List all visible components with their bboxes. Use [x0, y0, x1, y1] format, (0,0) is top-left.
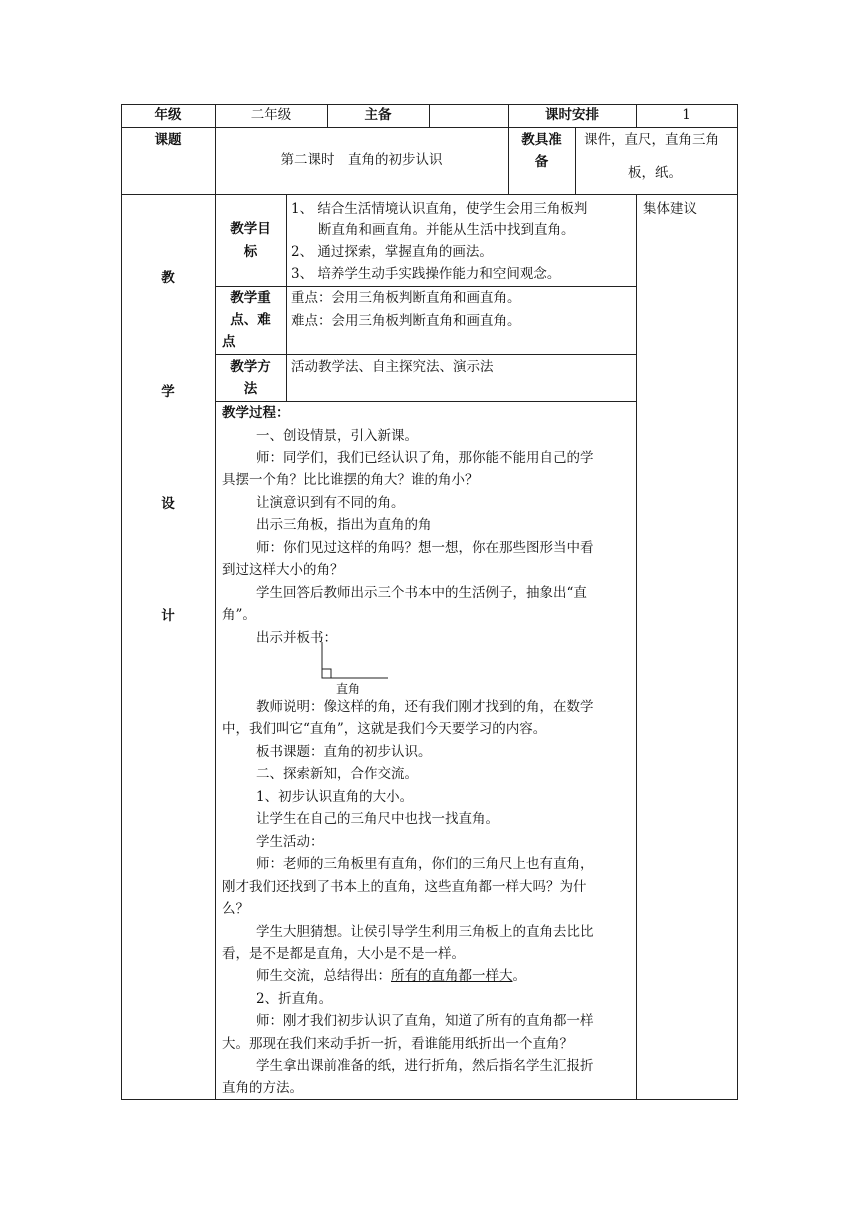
schedule-value: 1: [682, 107, 691, 123]
process-line: 让演意识到有不同的角。: [256, 495, 405, 511]
process-line: 师：你们见过这样的角吗？想一想，你在那些图形当中看: [256, 540, 594, 556]
table-rule: [286, 194, 287, 401]
side-label-char: 计: [161, 608, 175, 624]
process-line: 2、折直角。: [256, 991, 333, 1007]
collective-suggestion-label: 集体建议: [643, 201, 697, 217]
process-line: 到过这样大小的角？: [222, 562, 344, 578]
process-line: 教师说明：像这样的角，还有我们刚才找到的角，在数学: [256, 699, 594, 715]
conclusion-underlined: 所有的直角都一样大: [391, 968, 513, 984]
schedule-label: 课时安排: [545, 107, 599, 123]
process-line: 中，我们叫它“直角”，这就是我们今天要学习的内容。: [222, 721, 547, 737]
process-line: 么？: [222, 901, 249, 917]
conclusion-line: [256, 966, 526, 987]
process-line: 二、探索新知，合作交流。: [256, 766, 418, 782]
goal-line: 3、 培养学生动手实践操作能力和空间观念。: [291, 266, 561, 282]
process-title: 教学过程：: [222, 405, 290, 421]
table-rule: [429, 104, 430, 127]
keypoint-line: 难点：会用三角板判断直角和画直角。: [291, 313, 521, 329]
process-line: 师：同学们，我们已经认识了角，那你能不能用自己的学: [256, 450, 594, 466]
table-rule: [636, 194, 637, 1100]
table-rule: [121, 194, 738, 195]
tools-value-line-2: 板，纸。: [628, 165, 682, 181]
topic-value: 第二课时 直角的初步认识: [280, 152, 443, 168]
goals-label-line-1: 教学目: [230, 221, 271, 237]
process-line: 学生回答后教师出示三个书本中的生活例子，抽象出“直: [256, 585, 587, 601]
process-line: 学生拿出课前准备的纸，进行折角，然后指名学生汇报折: [256, 1058, 594, 1074]
process-line: 1、初步认识直角的大小。: [256, 789, 414, 805]
keypoints-label-line-2: 点、难: [230, 312, 271, 328]
goal-line: 1、 结合生活情境认识直角，使学生会用三角板判: [291, 201, 588, 217]
process-line: 师：刚才我们初步认识了直角，知道了所有的直角都一样: [256, 1013, 594, 1029]
right-angle-figure: [315, 640, 395, 685]
process-line: 出示并板书：: [256, 630, 337, 646]
conclusion-suffix: 。: [512, 968, 526, 984]
keypoint-line: 重点：会用三角板判断直角和画直角。: [291, 290, 521, 306]
methods-value: 活动教学法、自主探究法、演示法: [291, 359, 494, 375]
side-label-char: 教: [161, 270, 175, 286]
goal-line: 2、 通过探索，掌握直角的画法。: [291, 244, 493, 260]
process-line: 角”。: [222, 607, 256, 623]
process-line: 看，是不是都是直角，大小是不是一样。: [222, 946, 465, 962]
table-rule: [575, 127, 576, 194]
keypoints-label-line-3: 点: [222, 334, 236, 350]
process-line: 板书课题：直角的初步认识。: [256, 744, 432, 760]
conclusion-prefix: 师生交流，总结得出：: [256, 968, 391, 984]
goals-label-line-2: 标: [243, 244, 258, 260]
table-border-bottom: [121, 1099, 738, 1100]
tools-label-line-2: 备: [534, 154, 549, 170]
side-label-char: 设: [161, 496, 175, 512]
process-line: 一、创设情景，引入新课。: [256, 428, 418, 444]
keypoints-label-line-1: 教学重: [230, 290, 271, 306]
table-border-left: [121, 104, 122, 1100]
lead-label: 主备: [364, 107, 392, 123]
tools-label-line-1: 教具准: [521, 132, 562, 148]
table-rule: [121, 127, 738, 128]
process-line: 让学生在自己的三角尺中也找一找直角。: [256, 811, 499, 827]
methods-label-line-2: 法: [243, 381, 258, 397]
grade-value: 二年级: [250, 107, 292, 123]
process-line: 学生大胆猜想。让侯引导学生利用三角板上的直角去比比: [256, 924, 594, 940]
process-line: 具摆一个角？比比谁摆的角大？谁的角小？: [222, 472, 479, 488]
grade-label: 年级: [154, 107, 182, 123]
methods-label-line-1: 教学方: [230, 359, 271, 375]
process-line: 刚才我们还找到了书本上的直角，这些直角都一样大吗？为什: [222, 879, 587, 895]
tools-value-line-1: 课件，直尺，直角三角: [584, 132, 719, 148]
process-line: 出示三角板，指出为直角的角: [256, 517, 432, 533]
side-label-char: 学: [161, 384, 175, 400]
table-rule: [215, 401, 636, 402]
table-rule: [215, 286, 636, 287]
goal-line: 断直角和画直角。并能从生活中找到直角。: [318, 222, 575, 238]
process-line: 师：老师的三角板里有直角，你们的三角尺上也有直角，: [256, 856, 594, 872]
table-rule: [215, 354, 636, 355]
process-line: 学生活动：: [256, 834, 324, 850]
right-angle-marker: [322, 669, 331, 678]
process-line: 直角的方法。: [222, 1080, 303, 1096]
topic-label: 课题: [154, 132, 182, 148]
table-border-right: [737, 104, 738, 1100]
process-line: 大。那现在我们来动手折一折，看谁能用纸折出一个直角？: [222, 1036, 573, 1052]
right-angle-figure-label: 直角: [336, 682, 361, 696]
